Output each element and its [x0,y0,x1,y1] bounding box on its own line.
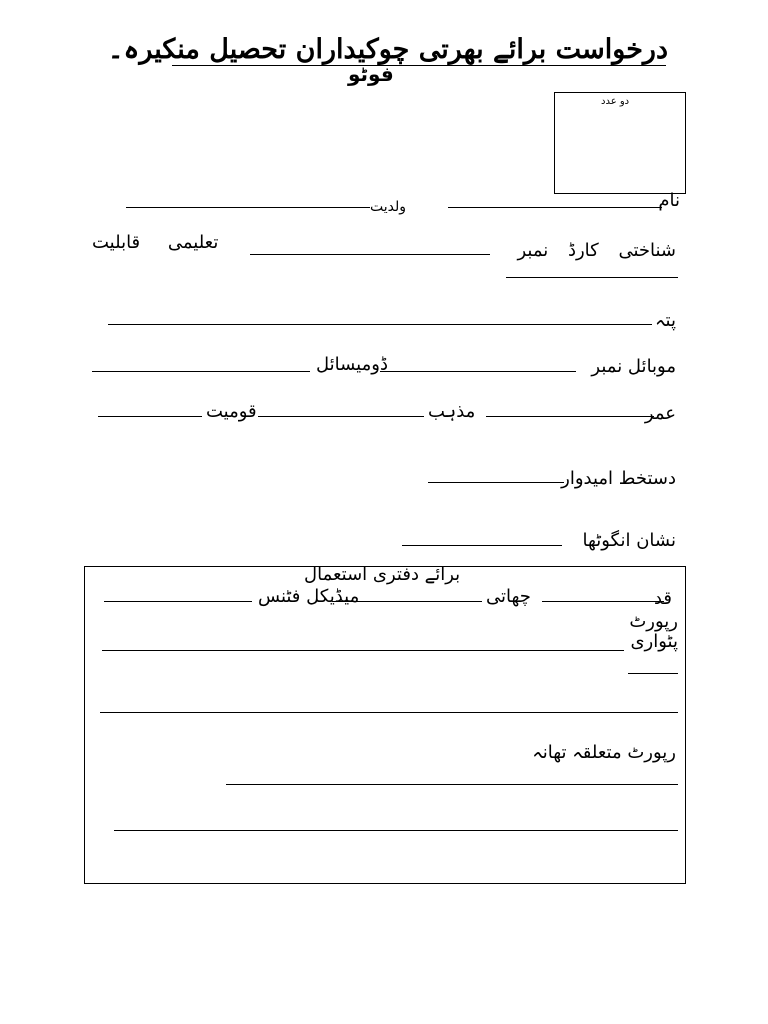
height-line[interactable] [542,601,664,602]
form-title: درخواست برائے بھرتی چوکیداران تحصیل منکیرہ۔ [107,34,668,65]
address-label: پتہ [655,310,676,331]
education-label: تعلیمی قابلیت [92,232,219,253]
patwari-line-1[interactable] [102,650,624,651]
age-label: عمر [644,403,676,424]
height-label: قد [653,588,672,609]
photo-box [554,92,686,194]
signature-line[interactable] [428,482,564,483]
nationality-line[interactable] [98,416,202,417]
id-card-line[interactable] [250,254,490,255]
age-line[interactable] [486,416,654,417]
title-underline [172,65,666,66]
patwari-report-label: رپورٹ پٹواری [629,611,678,652]
address-line[interactable] [108,324,652,325]
mobile-line[interactable] [380,371,576,372]
name-line[interactable] [448,207,662,208]
nationality-label: قومیت [206,401,257,422]
id-card-underline [506,277,678,278]
thana-line-2[interactable] [114,830,678,831]
id-card-label: شناختی کارڈ نمبر [517,240,676,261]
patwari-line-2[interactable] [628,673,678,674]
office-use-box [84,566,686,884]
chest-label: چھاتی [486,586,531,607]
medical-label: میڈیکل فٹنس [258,586,360,607]
office-heading: برائے دفتری استعمال [304,564,461,585]
patwari-line-3[interactable] [100,712,678,713]
medical-line[interactable] [104,601,252,602]
mobile-label: موبائل نمبر [591,356,676,377]
domicile-line[interactable] [92,371,310,372]
father-name-label: ولدیت [370,199,407,215]
name-label: نام [658,190,680,211]
thana-report-label: رپورٹ متعلقہ تھانہ [532,742,676,763]
thumb-label: نشان انگوٹھا [582,530,676,551]
religion-line[interactable] [258,416,424,417]
thumb-line[interactable] [402,545,562,546]
father-name-line[interactable] [126,207,370,208]
photo-count: دو عدد [601,96,630,107]
photo-label: فوٹو [348,62,394,86]
domicile-label: ڈومیسائل [316,354,388,375]
thana-line-1[interactable] [226,784,678,785]
religion-label: مذہب [428,401,476,422]
signature-label: دستخط امیدوار [561,468,676,489]
